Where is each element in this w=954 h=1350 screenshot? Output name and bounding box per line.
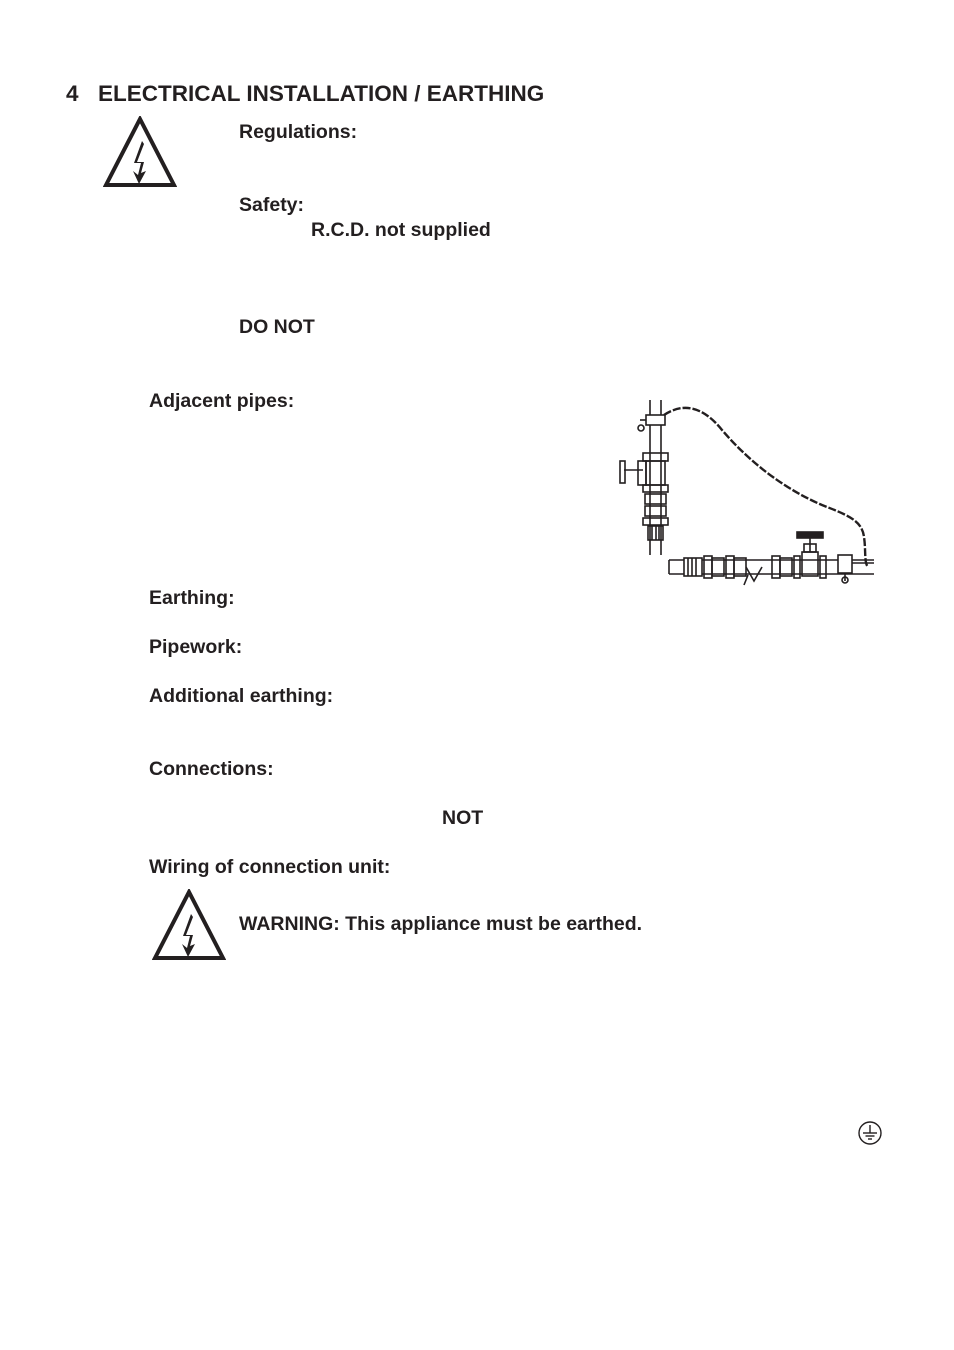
earthing-warning: WARNING: This appliance must be earthed. xyxy=(239,913,643,935)
do-not-text: DO NOT xyxy=(239,316,315,338)
earth-bonding-pipework-diagram xyxy=(612,395,884,591)
pipework-heading: Pipework: xyxy=(149,636,243,658)
protective-earth-symbol-icon xyxy=(857,1120,883,1146)
regulations-heading: Regulations: xyxy=(239,121,358,143)
not-text: NOT xyxy=(442,807,484,829)
additional-earthing-heading: Additional earthing: xyxy=(149,685,334,707)
section-number: 4 xyxy=(66,81,79,106)
connections-heading: Connections: xyxy=(149,758,274,780)
rcd-note: R.C.D. not supplied xyxy=(311,219,491,241)
section-title: ELECTRICAL INSTALLATION / EARTHING xyxy=(98,81,545,106)
earthing-heading: Earthing: xyxy=(149,587,235,609)
electrical-hazard-triangle-icon xyxy=(103,116,177,188)
electrical-hazard-triangle-icon xyxy=(152,889,226,961)
wiring-heading: Wiring of connection unit: xyxy=(149,856,391,878)
adjacent-pipes-heading: Adjacent pipes: xyxy=(149,390,295,412)
safety-heading: Safety: xyxy=(239,194,305,216)
